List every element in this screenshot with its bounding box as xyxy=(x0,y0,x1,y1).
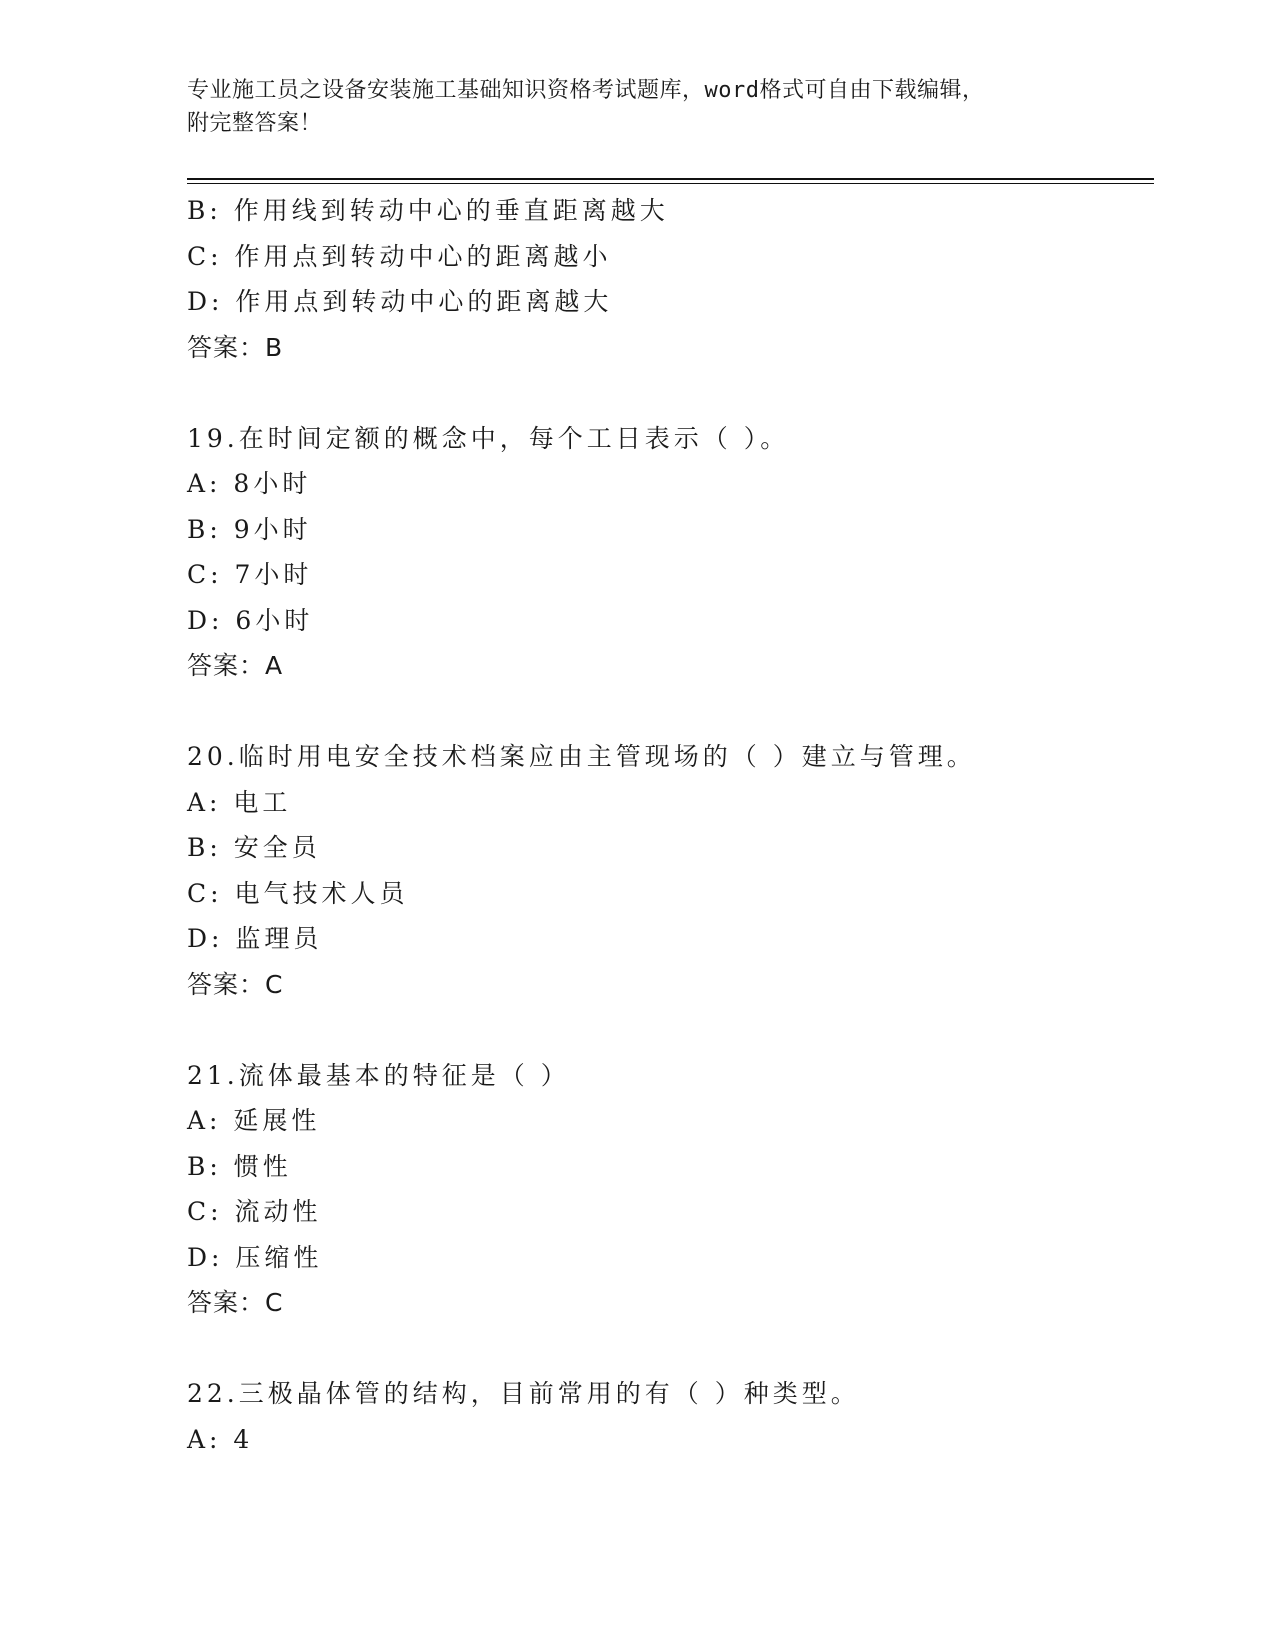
option-b: B: 9小时 xyxy=(187,514,312,544)
option-d: D: 监理员 xyxy=(187,924,323,953)
option-d: D: 作用点到转动中心的距离越大 xyxy=(187,287,613,316)
answer-line: 答案：C xyxy=(187,969,284,999)
option-b: B: 安全员 xyxy=(187,833,321,862)
question-stem: 20.临时用电安全技术档案应由主管现场的（ ）建立与管理。 xyxy=(187,742,976,771)
question-stem: 22.三极晶体管的结构，目前常用的有（ ）种类型。 xyxy=(187,1379,860,1408)
header-line-2: 附完整答案！ xyxy=(187,111,323,136)
option-c: C: 7小时 xyxy=(187,560,313,589)
spacer xyxy=(187,370,1147,416)
spacer xyxy=(187,1007,1147,1053)
option-b: B: 惯性 xyxy=(187,1151,292,1181)
document-header xyxy=(187,74,1087,140)
spacer xyxy=(187,689,1147,735)
option-b: B: 作用线到转动中心的垂直距离越大 xyxy=(187,196,669,225)
answer-line: 答案：A xyxy=(187,651,284,680)
question-block-18 xyxy=(187,188,1147,370)
question-block-20 xyxy=(187,734,1147,1007)
option-c: C: 作用点到转动中心的距离越小 xyxy=(187,241,612,271)
spacer xyxy=(187,1326,1147,1372)
header-line-1: 专业施工员之设备安装施工基础知识资格考试题库，word格式可自由下载编辑， xyxy=(187,78,985,103)
question-block-22 xyxy=(187,1371,1147,1462)
option-a: A: 8小时 xyxy=(187,469,312,498)
question-stem: 21.流体最基本的特征是（ ） xyxy=(187,1060,570,1090)
option-d: D: 压缩性 xyxy=(187,1242,323,1272)
header-divider-thin xyxy=(187,183,1154,184)
answer-line: 答案：C xyxy=(187,1288,284,1317)
question-stem: 19.在时间定额的概念中，每个工日表示（ ）。 xyxy=(187,423,790,453)
header-divider-thick xyxy=(187,178,1154,180)
option-c: C: 电气技术人员 xyxy=(187,878,409,908)
question-list xyxy=(187,188,1147,1462)
option-a: A: 4 xyxy=(187,1424,254,1454)
option-d: D: 6小时 xyxy=(187,605,314,635)
question-block-19 xyxy=(187,416,1147,689)
question-block-21 xyxy=(187,1053,1147,1326)
option-a: A: 延展性 xyxy=(187,1106,321,1135)
answer-line: 答案：B xyxy=(187,332,284,362)
option-a: A: 电工 xyxy=(187,787,292,817)
option-c: C: 流动性 xyxy=(187,1197,322,1226)
